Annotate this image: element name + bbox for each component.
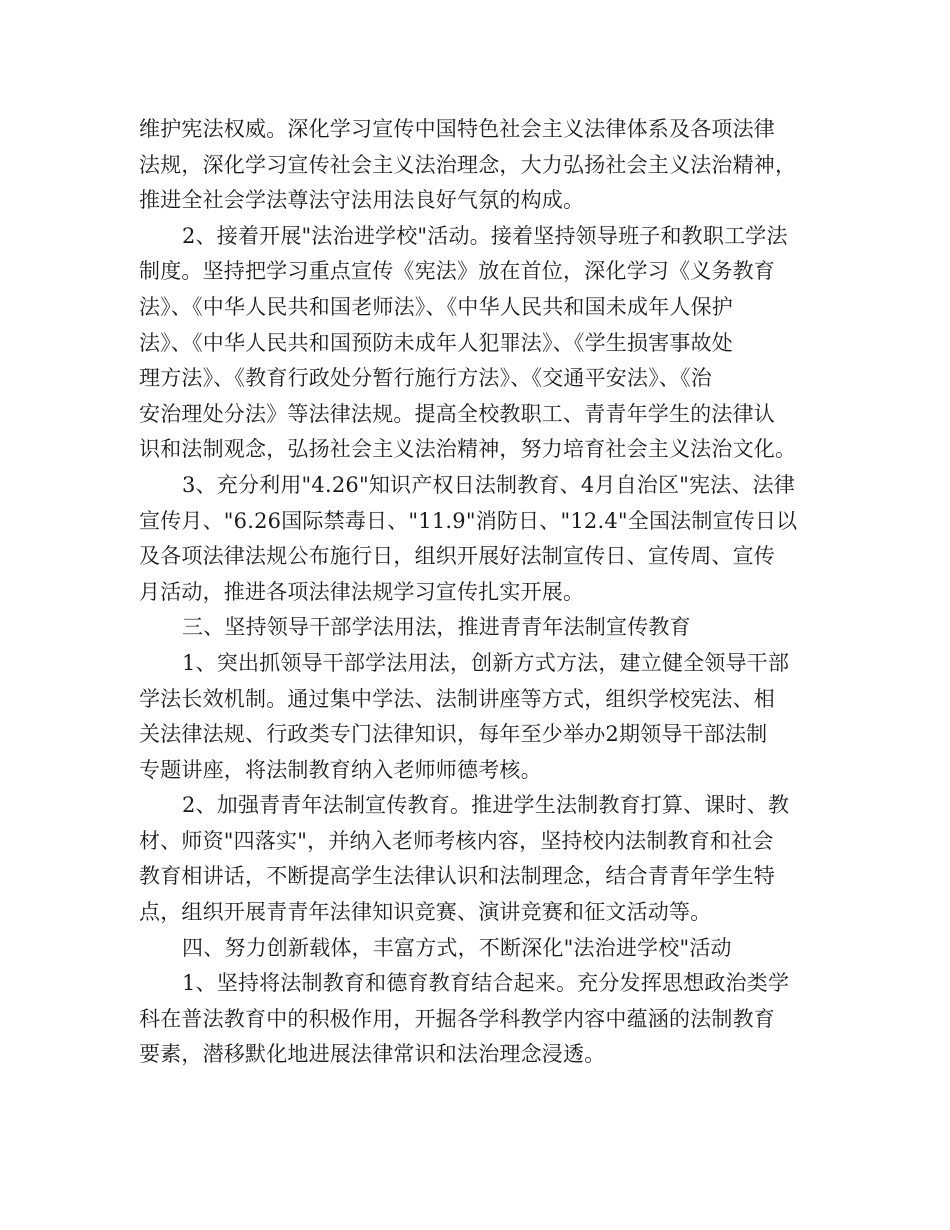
- paragraph-start-line: 1、突出抓领导干部学法用法，创新方式方法，建立健全领导干部: [182, 650, 790, 675]
- text-line: 法规，深化学习宣传社会主义法治理念，大力弘扬社会主义法治精神，: [139, 152, 797, 177]
- paragraph-start-line: 3、充分利用"4.26"知识产权日法制教育、4月自治区"宪法、法律: [182, 472, 796, 497]
- paragraph-start-line: 1、坚持将法制教育和德育教育结合起来。充分发挥思想政治类学: [182, 971, 790, 996]
- text-line: 制度。坚持把学习重点宣传《宪法》放在首位，深化学习《义务教育: [139, 259, 775, 284]
- text-line: 安治理处分法》等法律法规。提高全校教职工、青青年学生的法律认: [139, 401, 775, 426]
- text-line: 法》、《中华人民共和国预防未成年人犯罪法》、《学生损害事故处: [139, 330, 733, 355]
- text-line: 维护宪法权威。深化学习宣传中国特色社会主义法律体系及各项法律: [139, 117, 775, 141]
- paragraph-start-line: 2、加强青青年法制宣传教育。推进学生法制教育打算、课时、教: [182, 793, 790, 818]
- text-line: 月活动，推进各项法律法规学习宣传扎实开展。: [139, 579, 585, 604]
- document-body: [139, 112, 829, 1073]
- text-line: 识和法制观念，弘扬社会主义法治精神，努力培育社会主义法治文化。: [139, 437, 797, 462]
- text-line: 材、师资"四落实"，并纳入老师考核内容，坚持校内法制教育和社会: [139, 828, 774, 853]
- text-line: 科在普法教育中的积极作用，开掘各学科教学内容中蕴涵的法制教育: [139, 1006, 775, 1031]
- section-heading: 四、努力创新载体，丰富方式，不断深化"法治进学校"活动: [182, 935, 732, 960]
- paragraph-start-line: 2、接着开展"法治进学校"活动。接着坚持领导班子和教职工学法: [182, 223, 788, 248]
- text-line: 要素，潜移默化地进展法律常识和法治理念浸透。: [139, 1042, 606, 1067]
- text-line: 宣传月、"6.26国际禁毒日、"11.9"消防日、"12.4"全国法制宣传日以: [139, 508, 798, 533]
- text-line: 专题讲座，将法制教育纳入老师师德考核。: [139, 757, 542, 782]
- text-line: 理方法》、《教育行政处分暂行施行方法》、《交通平安法》、《治: [139, 366, 712, 391]
- text-line: 推进全社会学法尊法守法用法良好气氛的构成。: [139, 188, 585, 213]
- text-line: 及各项法律法规公布施行日，组织开展好法制宣传日、宣传周、宣传: [139, 544, 775, 569]
- text-line: 法》、《中华人民共和国老师法》、《中华人民共和国未成年人保护: [139, 294, 733, 319]
- text-line: 点，组织开展青青年法律知识竞赛、演讲竞赛和征文活动等。: [139, 900, 712, 925]
- text-line: 关法律法规、行政类专门法律知识，每年至少举办2期领导干部法制: [139, 722, 768, 747]
- text-line: 学法长效机制。通过集中学法、法制讲座等方式，组织学校宪法、相: [139, 686, 775, 711]
- section-heading: 三、坚持领导干部学法用法，推进青青年法制宣传教育: [182, 615, 691, 640]
- text-line: 教育相讲话，不断提高学生法律认识和法制理念，结合青青年学生特: [139, 864, 775, 889]
